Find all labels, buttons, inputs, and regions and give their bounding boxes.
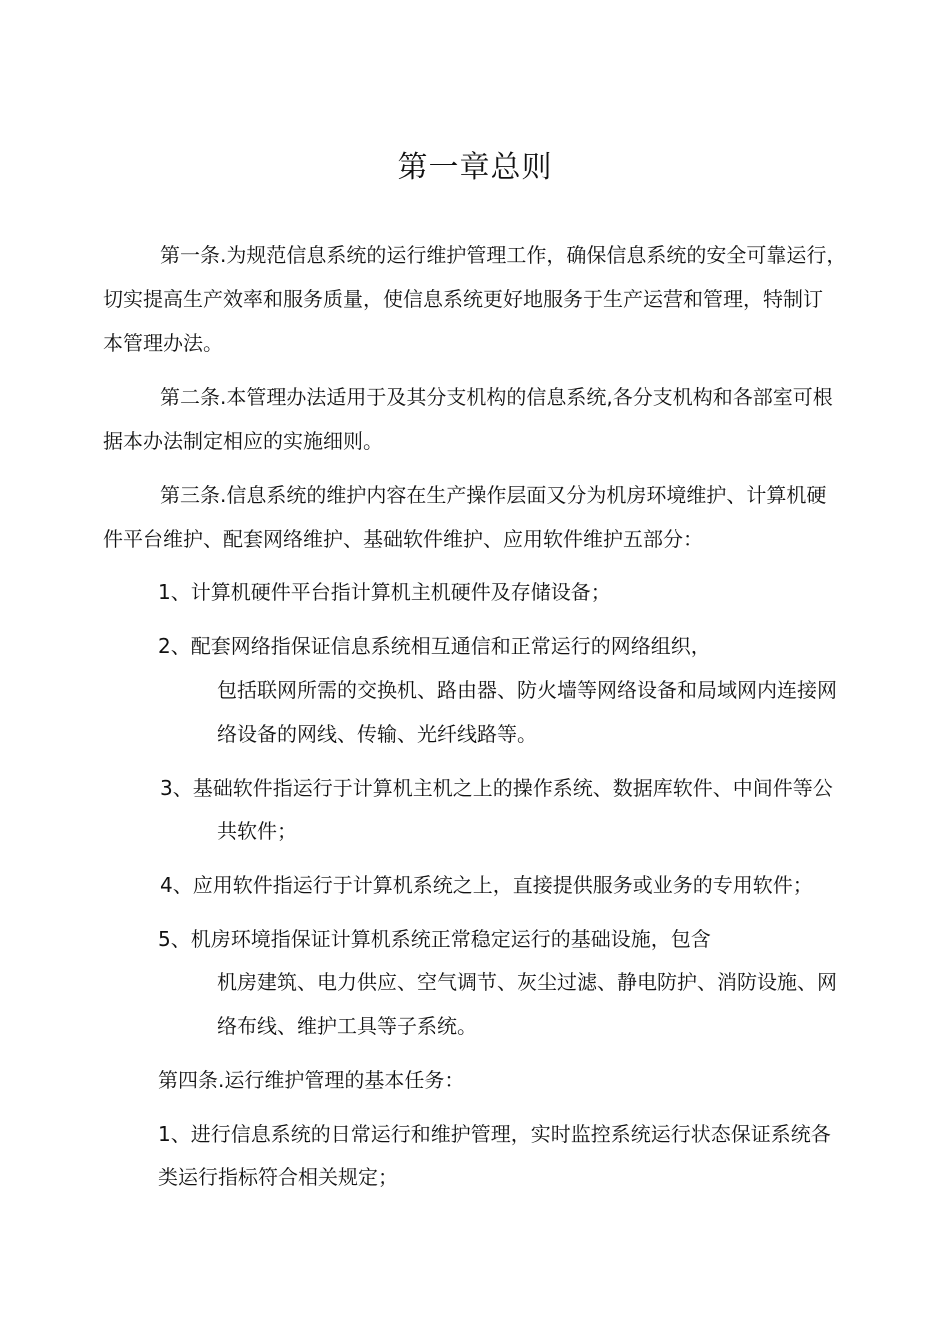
article3-item3-line2: 共软件； [217, 819, 297, 843]
article2-line1: 第二条.本管理办法适用于及其分支机构的信息系统,各分支机构和各部室可根 [160, 385, 833, 409]
article3-line1: 第三条.信息系统的维护内容在生产操作层面又分为机房环境维护、计算机硬 [160, 483, 827, 507]
article3-item2-line3: 络设备的网线、传输、光纤线路等。 [217, 722, 537, 746]
chapter-title: 第一章总则 [397, 150, 553, 185]
article1-line2: 切实提高生产效率和服务质量，使信息系统更好地服务于生产运营和管理，特制订 [103, 287, 823, 311]
article3-item2-line1: 2、配套网络指保证信息系统相互通信和正常运行的网络组织， [158, 634, 711, 658]
article1-line3: 本管理办法。 [103, 331, 223, 355]
article3-item2-line2: 包括联网所需的交换机、路由器、防火墙等网络设备和局域网内连接网 [217, 678, 837, 702]
article3-line2: 件平台维护、配套网络维护、基础软件维护、应用软件维护五部分： [103, 527, 703, 551]
article4-line1: 第四条.运行维护管理的基本任务： [158, 1068, 465, 1092]
article2-line2: 据本办法制定相应的实施细则。 [103, 429, 383, 453]
article4-item1-line1: 1、进行信息系统的日常运行和维护管理，实时监控系统运行状态保证系统各 [158, 1122, 831, 1146]
article3-item5-line2: 机房建筑、电力供应、空气调节、灰尘过滤、静电防护、消防设施、网 [217, 970, 837, 994]
article3-item4: 4、应用软件指运行于计算机系统之上，直接提供服务或业务的专用软件； [160, 873, 813, 897]
article3-item3-line1: 3、基础软件指运行于计算机主机之上的操作系统、数据库软件、中间件等公 [160, 776, 833, 800]
article4-item1-line2: 类运行指标符合相关规定； [158, 1165, 398, 1189]
article3-item1: 1、计算机硬件平台指计算机主机硬件及存储设备； [158, 580, 611, 604]
article1-line1: 第一条.为规范信息系统的运行维护管理工作，确保信息系统的安全可靠运行， [160, 243, 847, 267]
article3-item5-line3: 络布线、维护工具等子系统。 [217, 1014, 477, 1038]
article3-item5-line1: 5、机房环境指保证计算机系统正常稳定运行的基础设施，包含 [158, 927, 711, 951]
